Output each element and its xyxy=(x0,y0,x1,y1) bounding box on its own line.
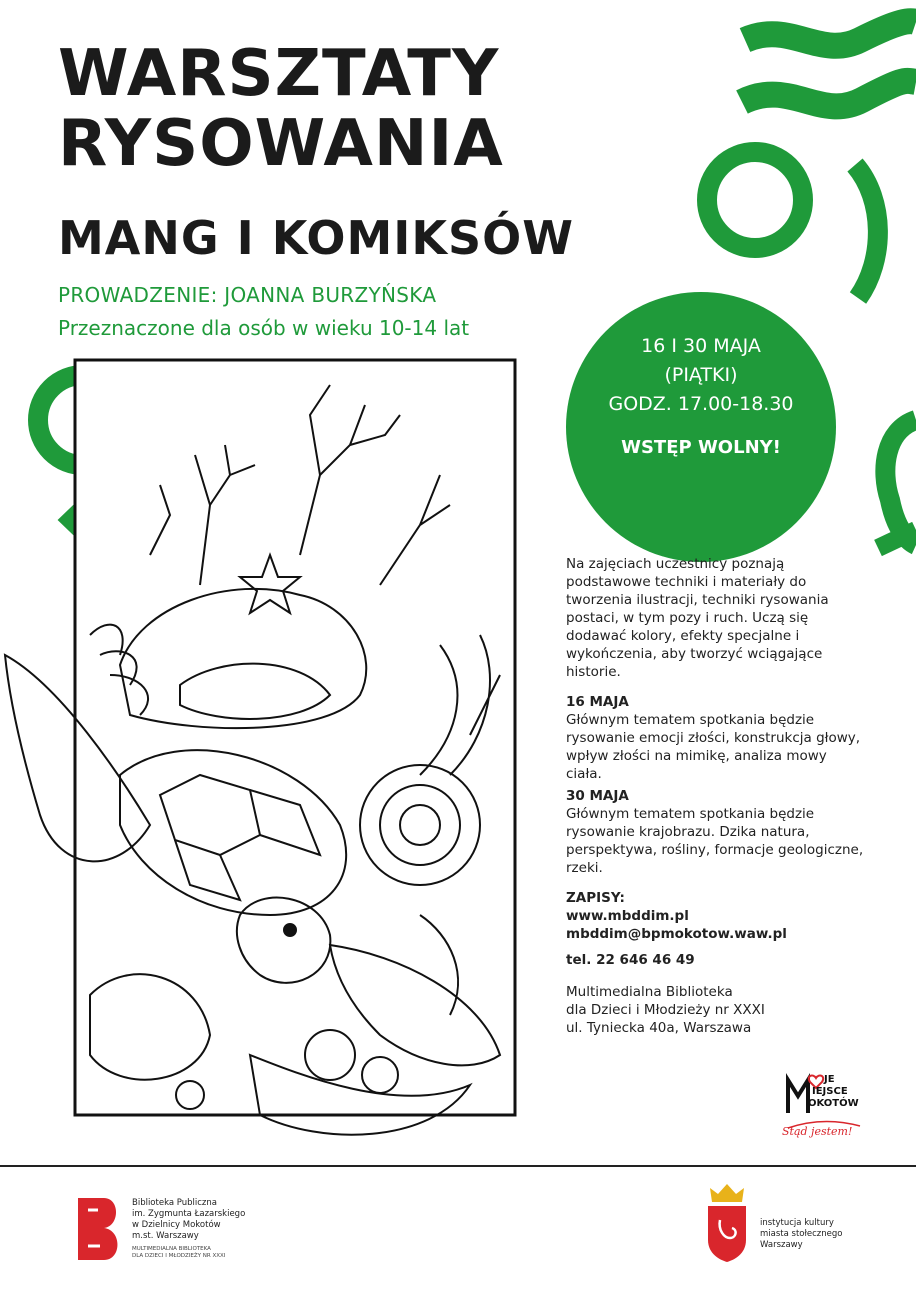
arc-shape xyxy=(855,165,878,298)
title-line-1: WARSZTATY xyxy=(58,37,500,111)
badge-text-je: JE xyxy=(824,1074,835,1085)
library-logo-mark xyxy=(74,1196,124,1262)
session-1-label: 16 MAJA xyxy=(566,694,629,710)
email-link[interactable]: mbddim@bpmokotow.waw.pl xyxy=(566,926,787,942)
illustration xyxy=(0,355,560,1155)
warsaw-logo xyxy=(704,1180,874,1270)
city-line-2: miasta stołecznego xyxy=(760,1229,843,1239)
crown-icon xyxy=(710,1184,744,1202)
address-line-1: Multimedialna Biblioteka xyxy=(566,984,733,1000)
library-name-1: Biblioteka Publiczna xyxy=(132,1198,217,1208)
library-sub-1: MULTIMEDIALNA BIBLIOTEKA xyxy=(132,1246,211,1252)
ring-shape xyxy=(707,152,803,248)
title-line-3: MANG I KOMIKSÓW xyxy=(58,211,574,265)
moje-miejsce-badge xyxy=(778,1068,868,1148)
title-line-2: RYSOWANIA xyxy=(58,107,504,181)
shield-icon xyxy=(708,1206,746,1262)
library-sub-2: DLA DZIECI I MŁODZIEŻY NR XXXI xyxy=(132,1253,226,1259)
free-entry: WSTĘP WOLNY! xyxy=(621,437,781,458)
event-days: (PIĄTKI) xyxy=(664,364,738,386)
session-1-text: Głównym tematem spotkania będzie rysowanie emocji złości, konstrukcja głowy, wpływ złości na mimikę, analiza mowy ciała. xyxy=(566,712,861,782)
event-info-circle xyxy=(566,292,836,562)
description-intro: Na zajęciach uczestnicy poznają podstawowe techniki i materiały do tworzenia ilustracji, techniki rysowania postaci, w tym pozy i ruch. Uczą się dodawać kolory, efekty specjalne i wykończenia, aby tworzyć wciągające historie. xyxy=(566,556,829,680)
website-link[interactable]: www.mbddim.pl xyxy=(566,908,689,924)
library-name-4: m.st. Warszawy xyxy=(132,1231,199,1241)
badge-text-okotow: OKOTÓW xyxy=(808,1098,859,1109)
host-line: PROWADZENIE: JOANNA BURZYŃSKA xyxy=(58,283,437,307)
description-column xyxy=(566,555,866,1037)
event-hours: GODZ. 17.00-18.30 xyxy=(608,393,794,415)
library-logo xyxy=(74,1196,314,1266)
wave-shape xyxy=(742,81,916,107)
turtle-eye xyxy=(284,924,296,936)
badge-text-iejsce: IEJSCE xyxy=(812,1086,848,1097)
phone-number[interactable]: tel. 22 646 46 49 xyxy=(566,952,695,968)
library-name-3: w Dzielnicy Mokotów xyxy=(132,1220,221,1230)
library-name-2: im. Zygmunta Łazarskiego xyxy=(132,1209,246,1219)
session-2-text: Głównym tematem spotkania będzie rysowanie krajobrazu. Dzika natura, perspektywa, rośliny, formacje geologiczne, rzeki. xyxy=(566,806,864,876)
illustration-frame xyxy=(75,360,515,1115)
footer-divider xyxy=(0,1165,916,1167)
city-line-3: Warszawy xyxy=(760,1240,803,1250)
session-2-label: 30 MAJA xyxy=(566,788,629,804)
audience-line: Przeznaczone dla osób w wieku 10-14 lat xyxy=(58,316,470,340)
address-line-3: ul. Tyniecka 40a, Warszawa xyxy=(566,1020,752,1036)
event-dates: 16 I 30 MAJA xyxy=(641,335,761,357)
badge-slogan: Stąd jestem! xyxy=(782,1125,853,1138)
warsaw-crest xyxy=(704,1180,750,1264)
wave-shape xyxy=(745,21,916,46)
city-line-1: instytucja kultury xyxy=(760,1218,834,1228)
address-line-2: dla Dzieci i Młodzieży nr XXXI xyxy=(566,1002,765,1018)
signup-label: ZAPISY: xyxy=(566,890,625,906)
